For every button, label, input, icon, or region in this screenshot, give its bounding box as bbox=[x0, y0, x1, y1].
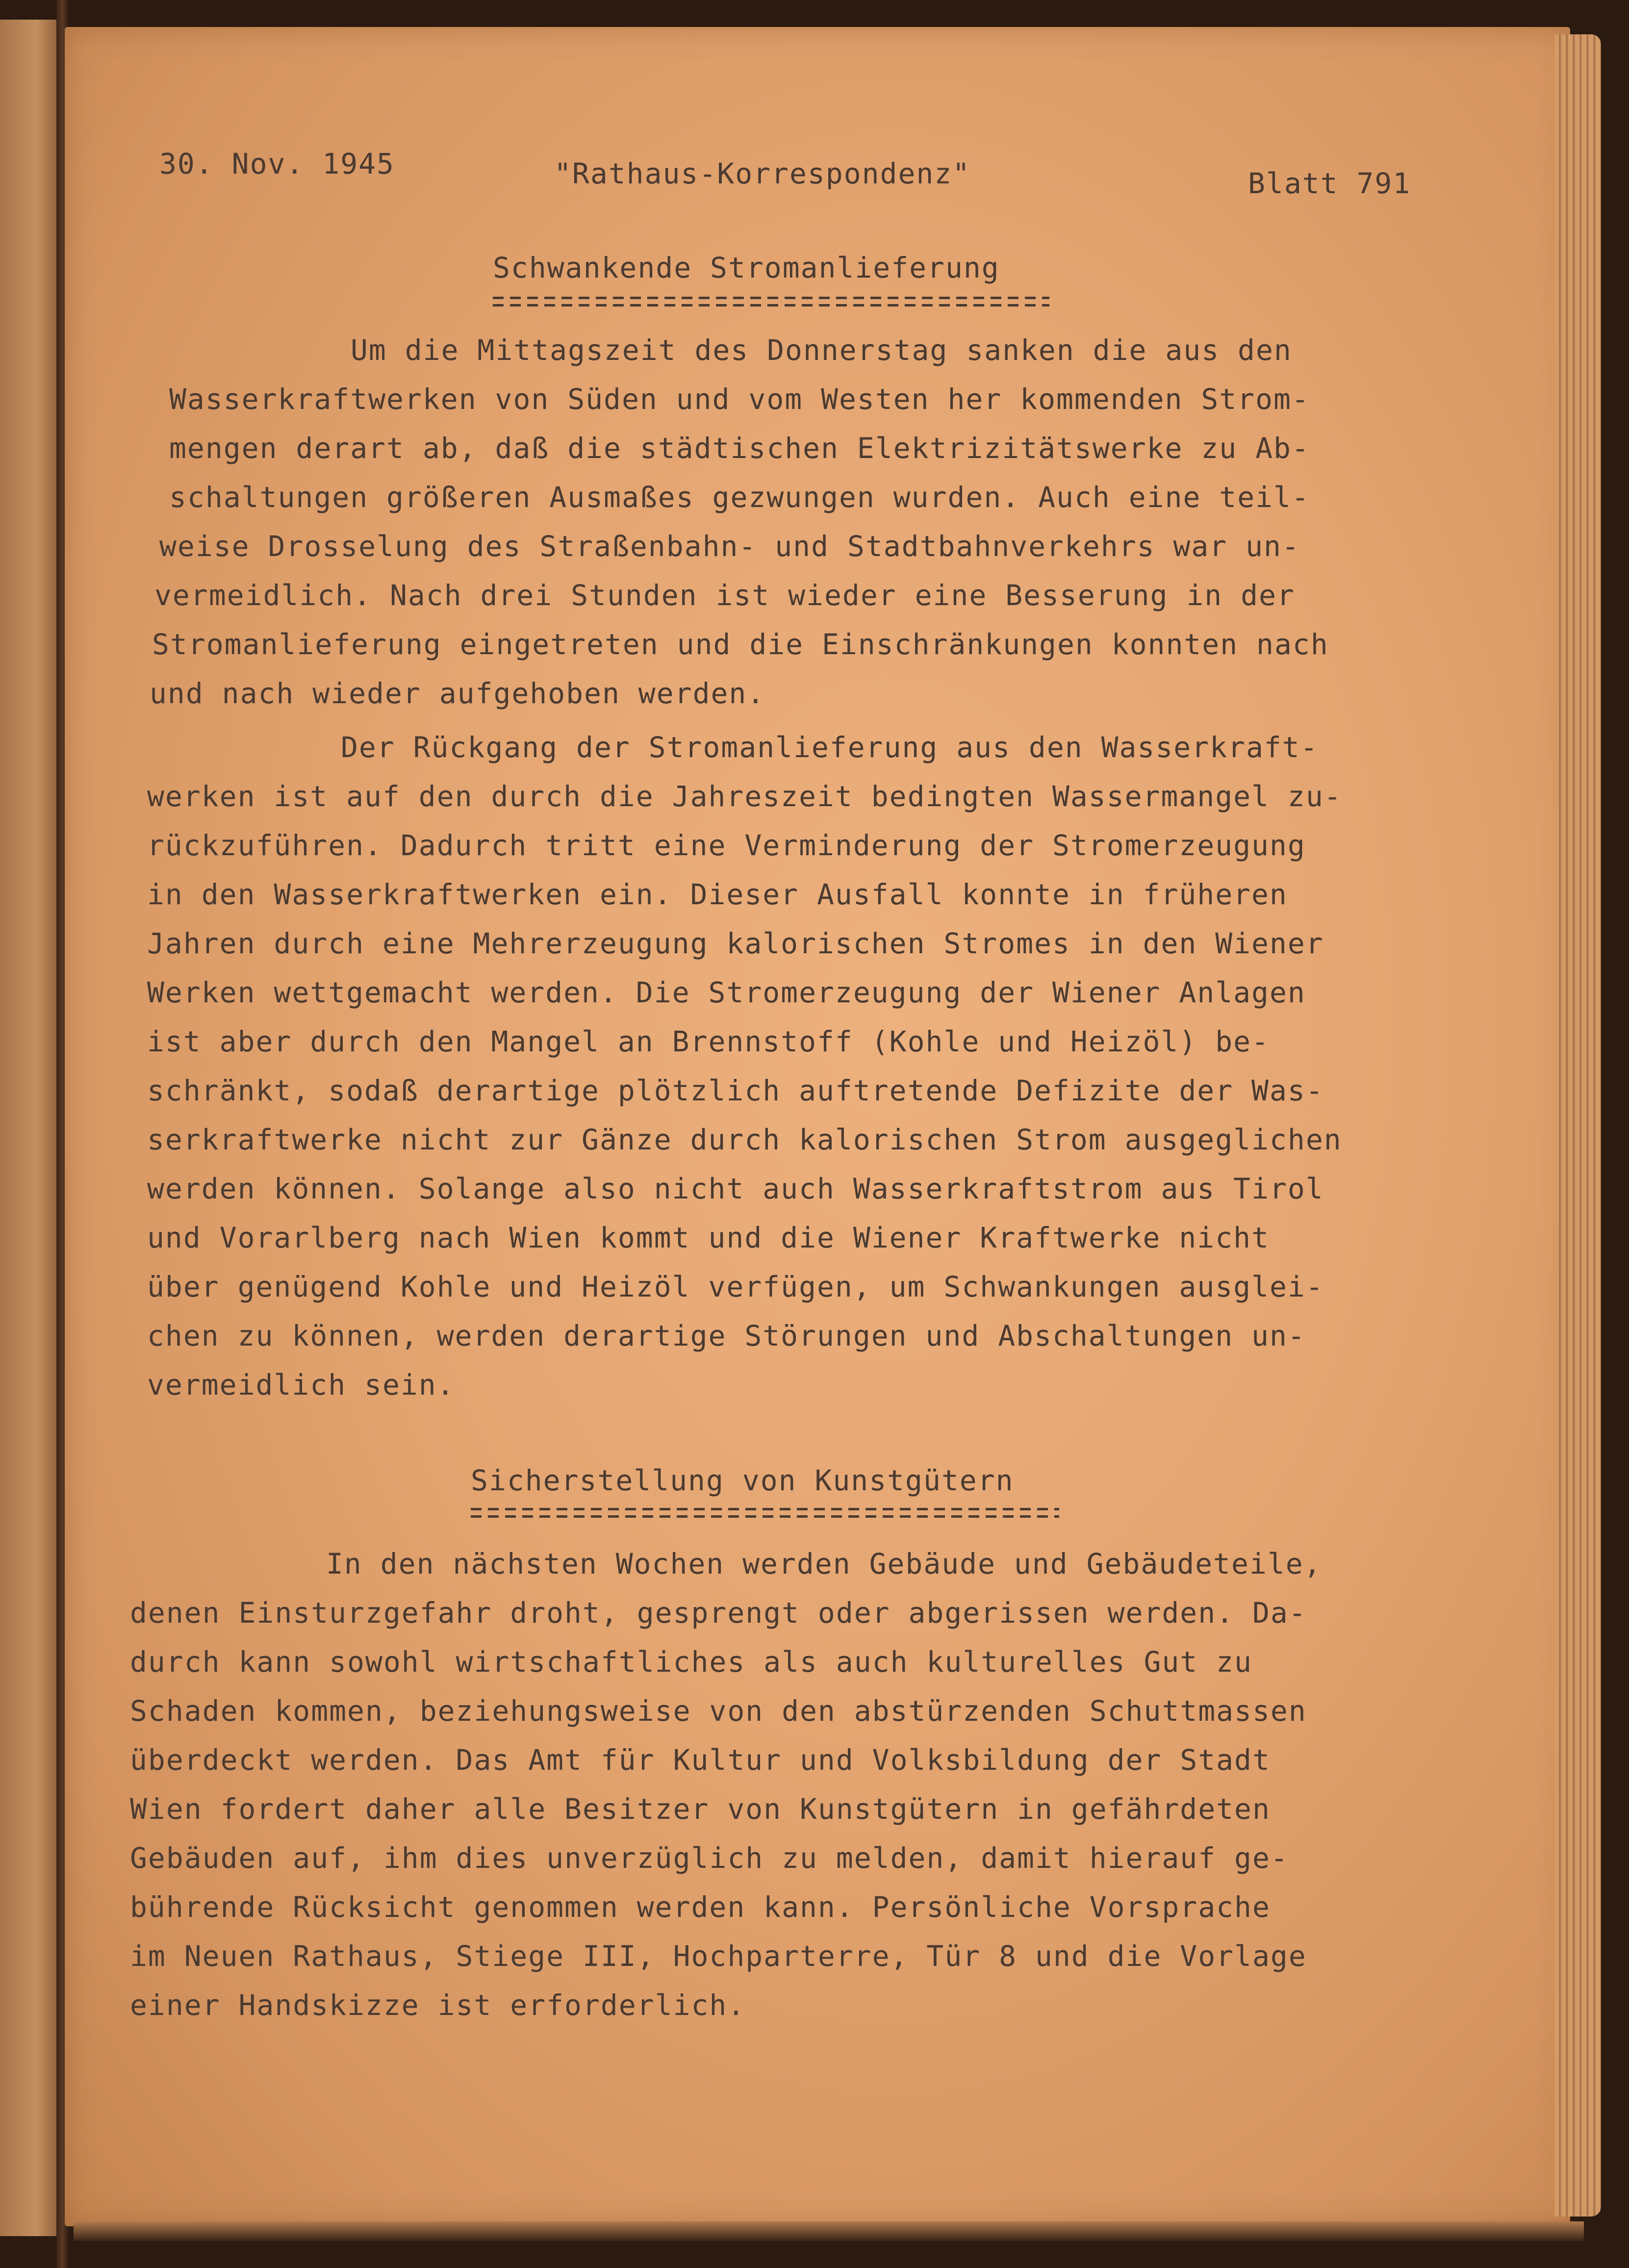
section2-line: durch kann sowohl wirtschaftliches als auch kulturelles Gut zu bbox=[130, 1645, 1252, 1679]
section1-line: in den Wasserkraftwerken ein. Dieser Ausfall konnte in früheren bbox=[147, 878, 1288, 911]
section1-underline bbox=[493, 294, 1049, 309]
section1-line: mengen derart ab, daß die städtischen Elektrizitätswerke zu Ab- bbox=[169, 432, 1310, 465]
section2-line: bührende Rücksicht genommen werden kann. Persönliche Vorsprache bbox=[130, 1890, 1271, 1924]
section2-line: Gebäuden auf, ihm dies unverzüglich zu melden, damit hierauf ge- bbox=[130, 1841, 1289, 1875]
page-stack-edge bbox=[1554, 34, 1601, 2217]
section1-line: Stromanlieferung eingetreten und die Einschränkungen konnten nach bbox=[152, 628, 1329, 661]
section1-line: vermeidlich sein. bbox=[147, 1368, 455, 1402]
section1-line: ist aber durch den Mangel an Brennstoff (Kohle und Heizöl) be- bbox=[147, 1025, 1270, 1058]
page-header bbox=[0, 147, 1629, 200]
section2-line: Wien fordert daher alle Besitzer von Kunstgütern in gefährdeten bbox=[130, 1792, 1271, 1826]
section1-line: chen zu können, werden derartige Störungen und Abschaltungen un- bbox=[147, 1319, 1306, 1352]
section1-line: und nach wieder aufgehoben werden. bbox=[150, 677, 765, 710]
section2-line: denen Einsturzgefahr droht, gesprengt oder abgerissen werden. Da- bbox=[130, 1596, 1307, 1630]
left-page-edge bbox=[0, 20, 61, 2236]
header-title: "Rathaus-Korrespondenz" bbox=[554, 157, 971, 190]
section2-line: In den nächsten Wochen werden Gebäude und Gebäudeteile, bbox=[326, 1547, 1322, 1580]
section2-underline bbox=[471, 1505, 1059, 1520]
section1-line: werken ist auf den durch die Jahreszeit bedingten Wassermangel zu- bbox=[147, 780, 1342, 813]
section1-line: über genügend Kohle und Heizöl verfügen, um Schwankungen ausglei- bbox=[147, 1270, 1324, 1303]
section1-line: werden können. Solange also nicht auch Wasserkraftstrom aus Tirol bbox=[147, 1172, 1324, 1205]
header-date: 30. Nov. 1945 bbox=[159, 147, 395, 180]
bottom-edge bbox=[74, 2221, 1584, 2241]
section2-line: Schaden kommen, beziehungsweise von den abstürzenden Schuttmassen bbox=[130, 1694, 1307, 1728]
section2-title: Sicherstellung von Kunstgütern bbox=[471, 1464, 1014, 1497]
section2-line: einer Handskizze ist erforderlich. bbox=[130, 1988, 746, 2022]
section1-line: Wasserkraftwerken von Süden und vom Westen her kommenden Strom- bbox=[169, 382, 1310, 416]
section1-line: Der Rückgang der Stromanlieferung aus den Wasserkraft- bbox=[341, 731, 1319, 764]
section1-line: Werken wettgemacht werden. Die Stromerzeugung der Wiener Anlagen bbox=[147, 976, 1306, 1009]
section1-line: schaltungen größeren Ausmaßes gezwungen wurden. Auch eine teil- bbox=[169, 481, 1310, 514]
section1-line: Jahren durch eine Mehrerzeugung kalorischen Stromes in den Wiener bbox=[147, 927, 1324, 960]
section1-line: Um die Mittagszeit des Donnerstag sanken die aus den bbox=[351, 333, 1292, 367]
header-sheet-number: Blatt 791 bbox=[1248, 167, 1411, 200]
section1-line: rückzuführen. Dadurch tritt eine Verminderung der Stromerzeugung bbox=[147, 829, 1306, 862]
section2-line: im Neuen Rathaus, Stiege III, Hochparterre, Tür 8 und die Vorlage bbox=[130, 1939, 1307, 1973]
section2-line: überdeckt werden. Das Amt für Kultur und Volksbildung der Stadt bbox=[130, 1743, 1271, 1777]
section1-line: und Vorarlberg nach Wien kommt und die Wiener Kraftwerke nicht bbox=[147, 1221, 1270, 1254]
section1-line: serkraftwerke nicht zur Gänze durch kalorischen Strom ausgeglichen bbox=[147, 1123, 1342, 1156]
section1-title: Schwankende Stromanlieferung bbox=[493, 251, 1000, 284]
section1-line: schränkt, sodaß derartige plötzlich auftretende Defizite der Was- bbox=[147, 1074, 1324, 1107]
section1-line: weise Drosselung des Straßenbahn- und Stadtbahnverkehrs war un- bbox=[159, 530, 1300, 563]
section1-line: vermeidlich. Nach drei Stunden ist wieder eine Besserung in der bbox=[154, 579, 1295, 612]
